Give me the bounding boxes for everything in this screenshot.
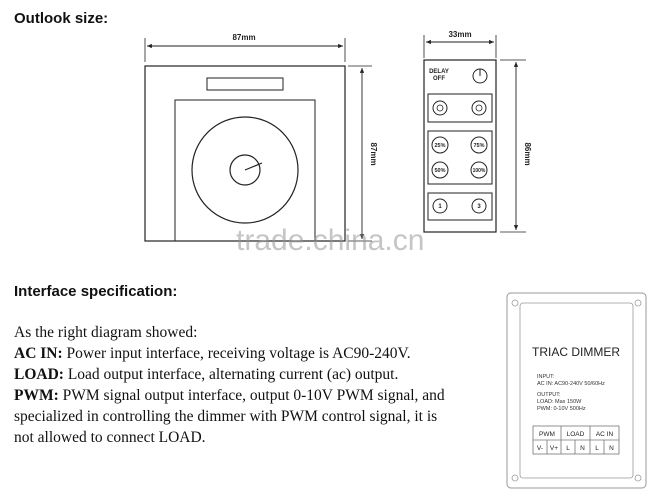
acin-term: AC IN:: [14, 345, 63, 362]
spec-pwm-line-3: not allowed to connect LOAD.: [14, 429, 206, 446]
front-width-label: 87mm: [232, 33, 256, 42]
mount-hole-icon: [635, 300, 641, 306]
terminal-group-pwm: PWM: [539, 431, 555, 438]
adjust-knob-left-icon: [433, 101, 447, 115]
button-3-label: 3: [477, 204, 481, 210]
spec-pwm-line-2: specialized in controlling the dimmer with PWM control signal, it is: [14, 408, 438, 425]
dimmer-output-label: OUTPUT:: [537, 392, 561, 398]
pwm-term: PWM:: [14, 387, 59, 404]
delay-label: DELAY: [429, 69, 449, 75]
button-50-label: 50%: [434, 168, 446, 174]
front-height-label: 87mm: [369, 142, 378, 166]
dimmer-input-value: AC IN: AC90-240V 50/60Hz: [537, 381, 605, 387]
button-1-label: 1: [438, 204, 442, 210]
terminal-group-acin: AC IN: [595, 431, 614, 438]
mount-hole-icon: [512, 475, 518, 481]
button-75-label: 75%: [473, 143, 485, 149]
spec-pwm-line: [14, 385, 494, 406]
terminal-load-n: N: [580, 445, 585, 452]
load-term: LOAD:: [14, 366, 64, 383]
dimmer-output-load: LOAD: Max 150W: [537, 399, 582, 405]
terminal-acin-n: N: [609, 445, 614, 452]
pwm-desc-1: PWM signal output interface, output 0-10V PWM signal, and: [58, 387, 445, 404]
acin-desc: Power input interface, receiving voltage is AC90-240V.: [62, 345, 411, 362]
front-display-slot: [207, 78, 283, 90]
interface-spec-heading: Interface specification:: [14, 283, 178, 300]
terminal-v-minus: V-: [536, 445, 544, 452]
dimmer-outer-case: [507, 293, 646, 488]
mount-hole-icon: [512, 300, 518, 306]
spec-text-block: [14, 322, 494, 448]
terminal-load-l: L: [566, 445, 570, 452]
button-25-label: 25%: [434, 143, 446, 149]
front-inner-frame: [175, 100, 315, 241]
dimmer-input-label: INPUT:: [537, 374, 555, 380]
terminal-acin-l: L: [595, 445, 599, 452]
side-width-label: 33mm: [448, 30, 472, 39]
button-100-label: 100%: [472, 168, 486, 174]
percent-button-box: [428, 131, 492, 184]
spec-acin-line: [14, 343, 494, 364]
side-height-label: 86mm: [523, 142, 532, 166]
mount-hole-icon: [635, 475, 641, 481]
off-label: OFF: [433, 76, 445, 82]
outlook-size-heading: Outlook size:: [14, 10, 109, 27]
triac-dimmer-diagram: [507, 293, 646, 488]
spec-intro: As the right diagram showed:: [14, 324, 198, 341]
terminal-v-plus: V+: [549, 445, 559, 452]
terminal-group-load: LOAD: [566, 431, 585, 438]
dimmer-title: TRIAC DIMMER: [532, 345, 620, 359]
watermark: trade.china.cn: [236, 224, 425, 257]
spec-load-line: [14, 364, 494, 385]
side-view: [424, 30, 532, 232]
front-view: [145, 33, 378, 241]
adjust-knob-right-icon: [472, 101, 486, 115]
load-desc: Load output interface, alternating current (ac) output.: [63, 366, 399, 383]
dimmer-output-pwm: PWM: 0-10V 500Hz: [537, 406, 586, 412]
